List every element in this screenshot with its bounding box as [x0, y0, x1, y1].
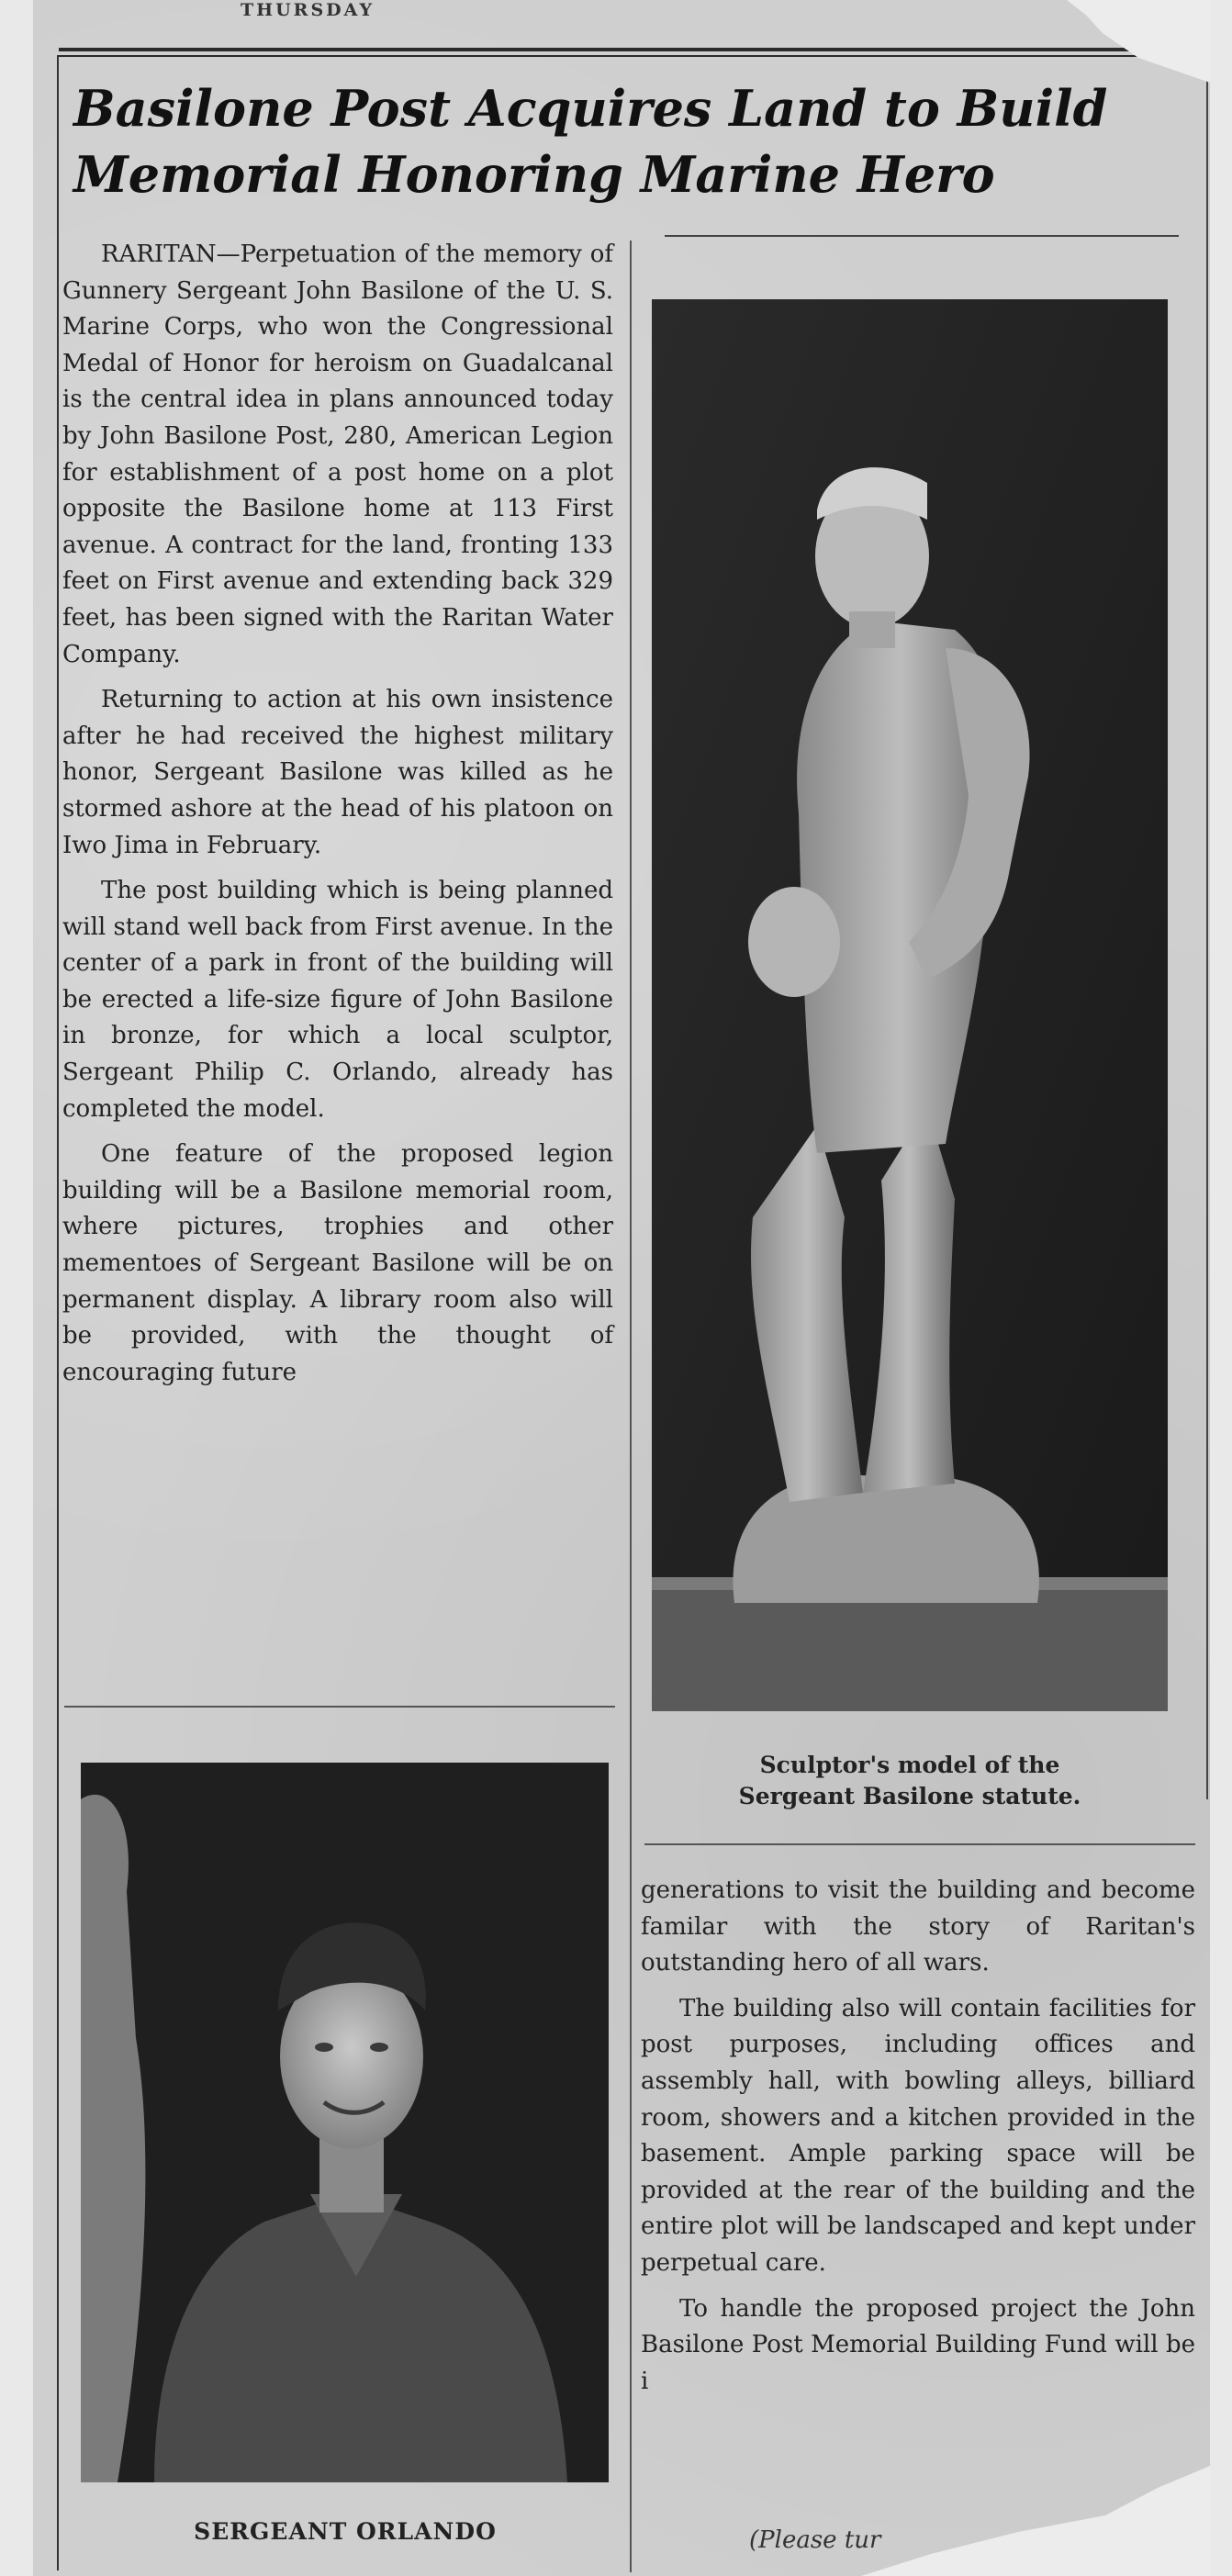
- statue-illustration: [652, 299, 1168, 1711]
- portrait-illustration: [81, 1763, 609, 2482]
- top-rule: [59, 48, 1210, 51]
- paragraph-6: The building also will contain facilities for post purposes, including offices and assembly hall, with bowling alleys, billiard room, showers and a kitchen provided in the basement. Ample parking space will be provided at the rear of the building and the entire plot will be landscaped and kept under perpetual care.: [641, 1994, 1195, 2277]
- article-column-right: [641, 1873, 1195, 2409]
- statue-caption-line-1: Sculptor's model of the: [759, 1752, 1060, 1778]
- paragraph-4: One feature of the proposed legion building will be a Basilone memorial room, where pictures, trophies and other mementoes of Sergeant Basilone will be on permanent display. A library room also will be provided, with the thought of encouraging future: [62, 1140, 613, 1386]
- headline: Basilone Post Acquires Land to Build Memorial Honoring Marine Hero: [73, 79, 1108, 204]
- portrait-caption: SERGEANT ORLANDO: [194, 2518, 497, 2545]
- statue-photo: [652, 299, 1168, 1711]
- paragraph-1: RARITAN—Perpetuation of the memory of Gunnery Sergeant John Basilone of the U. S. Marine Corps, who won the Congressional Medal of Honor for heroism on Guadalcanal is the central idea in plans announced today by John Basilone Post, 280, American Legion for establishment of a post home on a plot opposite the Basilone home at 113 First avenue. A contract for the land, fronting 133 feet on First avenue and extending back 329 feet, has been signed with the Raritan Water Company.: [62, 241, 613, 668]
- portrait-photo: [81, 1763, 609, 2482]
- column-divider: [630, 241, 632, 2572]
- continued-notice: (Please tur: [749, 2526, 881, 2554]
- left-border-rule: [57, 55, 59, 2570]
- right-border-rule: [1206, 55, 1208, 1799]
- torn-corner-bottom: [861, 2466, 1210, 2576]
- paragraph-3: The post building which is being planned will stand well back from First avenue. In the center of a park in front of the building will be erected a life-size figure of John Basilone in bronze, for which a local sculptor, Sergeant Philip C. Orlando, already has completed the model.: [62, 877, 613, 1123]
- paragraph-2: Returning to action at his own insistence after he had received the highest military honor, Sergeant Basilone was killed as he stormed ashore at the head of his platoon on Iwo Jima in February.: [62, 686, 613, 859]
- column-rule-right: [644, 1843, 1195, 1845]
- headline-rule: [665, 235, 1179, 237]
- statue-caption-line-2: Sergeant Basilone statute.: [738, 1783, 1081, 1809]
- torn-corner-top: [971, 0, 1210, 83]
- column-rule-left: [64, 1706, 615, 1708]
- article-column-left: [62, 237, 613, 1400]
- top-rule-thin: [59, 55, 1210, 57]
- newspaper-clipping: [33, 0, 1210, 2576]
- statue-caption: [652, 1750, 1168, 1812]
- paragraph-7: To handle the proposed project the John Basilone Post Memorial Building Fund will be i: [641, 2294, 1195, 2395]
- paragraph-5: generations to visit the building and become familar with the story of Raritan's outstanding hero of all wars.: [641, 1876, 1195, 1977]
- dateline: THURSDAY: [241, 0, 375, 20]
